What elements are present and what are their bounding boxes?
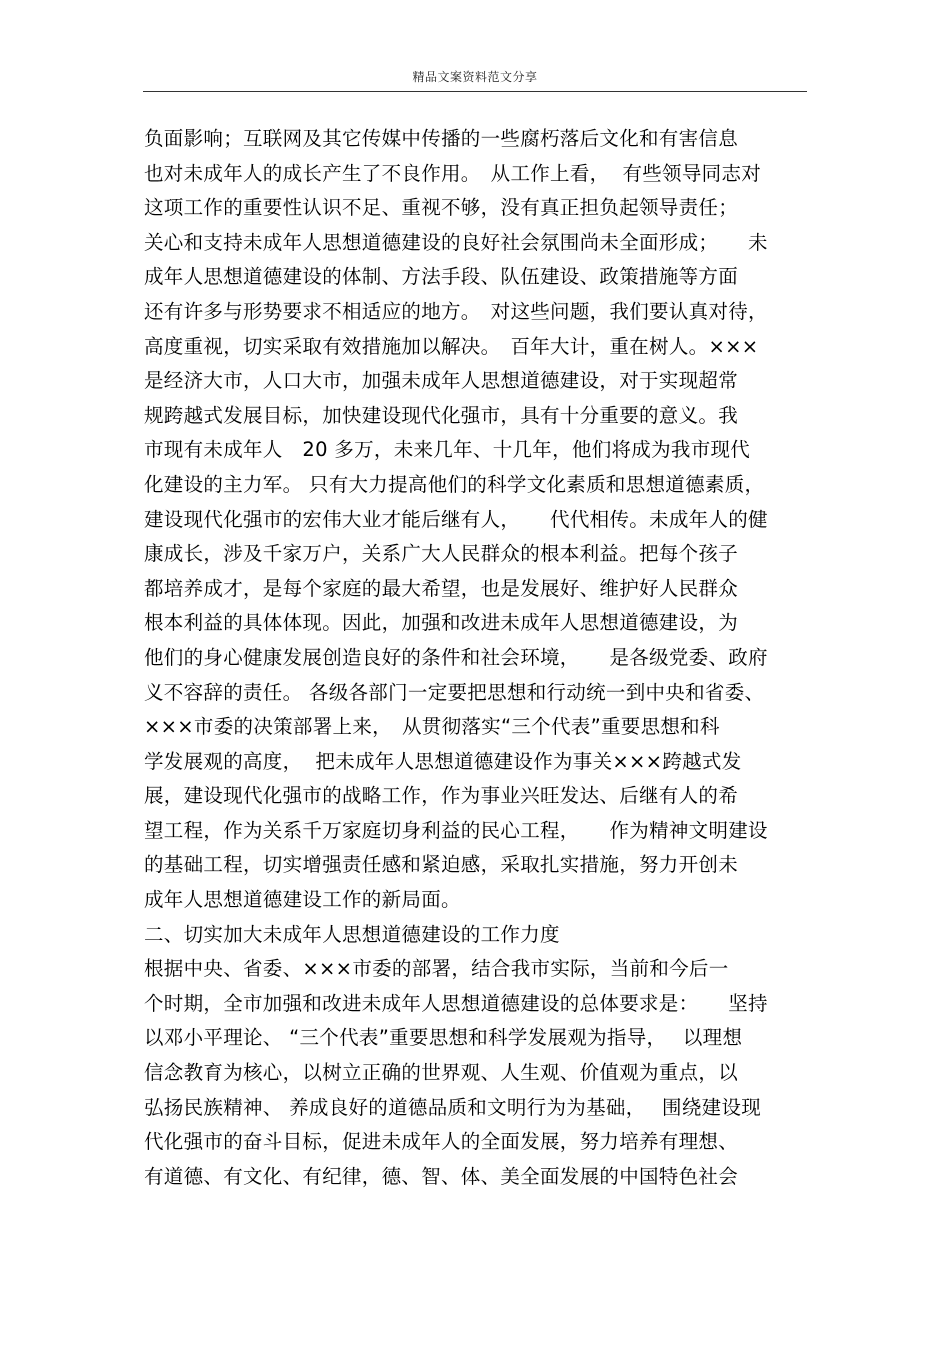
- text-line: ×××市委的决策部署上来， 从贯彻落实“三个代表”重要思想和科: [144, 715, 720, 739]
- text-line: 弘扬民族精神、 养成良好的道德品质和文明行为为基础， 围绕建设现: [144, 1095, 762, 1119]
- page-header-title: 精品文案资料范文分享: [412, 70, 538, 84]
- text-line: 望工程，作为关系千万家庭切身利益的民心工程， 作为精神文明建设: [144, 818, 768, 842]
- section-heading: 二、切实加大未成年人思想道德建设的工作力度: [144, 922, 560, 946]
- text-line: 规跨越式发展目标，加快建设现代化强市，具有十分重要的意义。我: [144, 403, 739, 427]
- text-line: 根本利益的具体体现。因此，加强和改进未成年人思想道德建设，为: [144, 611, 739, 635]
- text-line: 都培养成才，是每个家庭的最大希望，也是发展好、维护好人民群众: [144, 576, 739, 600]
- text-line: 信念教育为核心，以树立正确的世界观、人生观、价值观为重点，以: [144, 1061, 739, 1085]
- text-line: 展，建设现代化强市的战略工作，作为事业兴旺发达、后继有人的希: [144, 784, 739, 808]
- text-line: 还有许多与形势要求不相适应的地方。 对这些问题，我们要认真对待，: [144, 299, 768, 323]
- text-line: 高度重视，切实采取有效措施加以解决。 百年大计，重在树人。×××: [144, 334, 759, 358]
- text-line: 的基础工程，切实增强责任感和紧迫感，采取扎实措施，努力开创未: [144, 853, 739, 877]
- text-line: 这项工作的重要性认识不足、重视不够，没有真正担负起领导责任；: [144, 196, 739, 220]
- text-line: 负面影响；互联网及其它传媒中传播的一些腐朽落后文化和有害信息: [144, 127, 739, 150]
- text-line: 有道德、有文化、有纪律，德、智、体、美全面发展的中国特色社会: [144, 1164, 739, 1188]
- text-line: 成年人思想道德建设工作的新局面。: [144, 888, 461, 912]
- text-line: 是经济大市，人口大市，加强未成年人思想道德建设，对于实现超常: [144, 369, 739, 393]
- header-divider: [143, 91, 807, 92]
- text-line: 他们的身心健康发展创造良好的条件和社会环境， 是各级党委、政府: [144, 645, 768, 669]
- text-line: 学发展观的高度， 把未成年人思想道德建设作为事关×××跨越式发: [144, 749, 742, 773]
- text-line: 代化强市的奋斗目标，促进未成年人的全面发展，努力培养有理想、: [144, 1130, 739, 1154]
- text-line: 以邓小平理论、 “三个代表”重要思想和科学发展观为指导， 以理想: [144, 1026, 743, 1050]
- text-line: 也对未成年人的成长产生了不良作用。 从工作上看， 有些领导同志对: [144, 161, 762, 185]
- text-line: 关心和支持未成年人思想道德建设的良好社会氛围尚未全面形成； 未: [144, 230, 768, 254]
- text-line: 建设现代化强市的宏伟大业才能后继有人， 代代相传。未成年人的健: [144, 507, 768, 531]
- text-line: 根据中央、省委、×××市委的部署，结合我市实际，当前和今后一: [144, 957, 729, 981]
- text-line: 市现有未成年人 20 多万，未来几年、十几年，他们将成为我市现代: [144, 438, 751, 462]
- text-line: 化建设的主力军。 只有大力提高他们的科学文化素质和思想道德素质，: [144, 472, 765, 496]
- text-line: 康成长，涉及千家万户，关系广大人民群众的根本利益。把每个孩子: [144, 542, 739, 566]
- text-line: 成年人思想道德建设的体制、方法手段、队伍建设、政策措施等方面: [144, 265, 739, 289]
- text-line: 义不容辞的责任。 各级各部门一定要把思想和行动统一到中央和省委、: [144, 680, 765, 704]
- body-text: [144, 122, 814, 1194]
- text-line: 个时期，全市加强和改进未成年人思想道德建设的总体要求是： 坚持: [144, 991, 768, 1015]
